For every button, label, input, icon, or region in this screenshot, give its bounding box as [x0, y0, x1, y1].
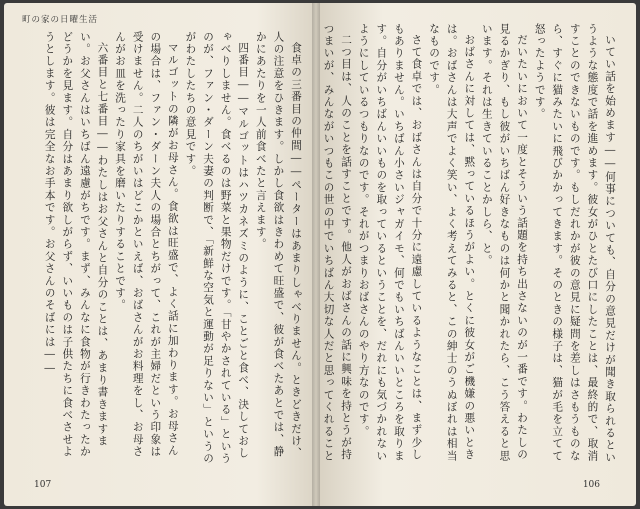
paragraph: 二つ目は、人のことを話すことです。他人がおばさんの話に興味を持とうが持つまいが、みんながいつもこの世の中でいちばん大切な人だと思ってくれること	[322, 23, 353, 463]
paragraph: 四番目――マルゴットはハツカネズミのように、ことごと食べ、決しておしゃべりしません。食べるのは野菜と果物だけです。「甘やかされている」というのが、ファン・ダーン夫妻の判断で、「新鮮な空気と運動が足りない」というのがわたしたちの意見です。	[184, 31, 250, 465]
page-number-right: 106	[582, 480, 600, 490]
open-book	[4, 3, 636, 506]
right-page	[320, 3, 636, 506]
left-page	[4, 3, 320, 506]
paragraph: マルゴットの隣がお母さん。食欲は旺盛で、よく話に加わります。お母さんの場合は、ファン・ダーン夫人の場合とちがって、これが主婦だという印象は受けません。二人のちがいはどこかといえば、おばさんがお料理をし、お母さんがお皿を洗ったり家具を磨いたりすることです。	[114, 31, 179, 458]
left-page-body	[22, 31, 304, 466]
paragraph: いてい話を始めます――何事についても、自分の意見だけが聞き取られるというような態度で話を進めます。彼女がひとたび口にしたことは、最終的で、取消すことのできないものです。もしだれかが彼の意見に疑問を差しはさもうものなら、すぐに猫みたいに飛びかかってきます。そのときの様子は、猫が毛を立てて怒ったようです。	[533, 23, 616, 464]
paragraph: 食卓の三番目の仲間――ペーターはあまりしゃべりません。ときどきだけ、人の注意をひきます。しかし食欲はきわめて旺盛で、彼が食べたあとでは、静かにあたりを一人前食べたと言えます。	[254, 31, 302, 460]
paragraph: おばさんに対しては、黙っているほうがよい。とくに彼女がご機嫌の悪いときは。おばさんは大声でよく笑い、よく考えてみると、この紳士のうぬぼれは相当なものです。	[428, 23, 476, 463]
running-head: 町の家の日曜生活	[22, 15, 99, 25]
paragraph: 六番目と七番目――わたしはお父さんと自分のことは、あまり書きますまい。お父さんはいちばん遠慮がちです。まず、みんなに食物が行きわたったかどうかを見ます。自分はあまり欲しがらず、いいものは子供たちに食べさせようとします。彼は完全なお手本です。お父さんのそばには――	[43, 31, 109, 458]
page-number-left: 107	[34, 480, 52, 490]
right-page-body	[322, 23, 618, 466]
paragraph: だいたいにおいて一度とそういう話題を持ち出さないのが一番です。わたしの見るかぎり、もし彼がいちばん好きなものは何かと聞かれたら、こう答えると思います。それは生きていることかしら、と。	[480, 23, 529, 463]
paragraph: さて食卓では、おばさんは自分で十分に遠慮しているようなことは、まず少しもありません。いちばん小さいジャガイモ、何でもいちばんいいところを取ります。自分がいちばんいいものを取っているということを、だれにも気づかれないようにしているつもりなのです。それがつまりおばさんのやり方なのです。	[357, 23, 423, 463]
book-gutter	[312, 3, 320, 506]
